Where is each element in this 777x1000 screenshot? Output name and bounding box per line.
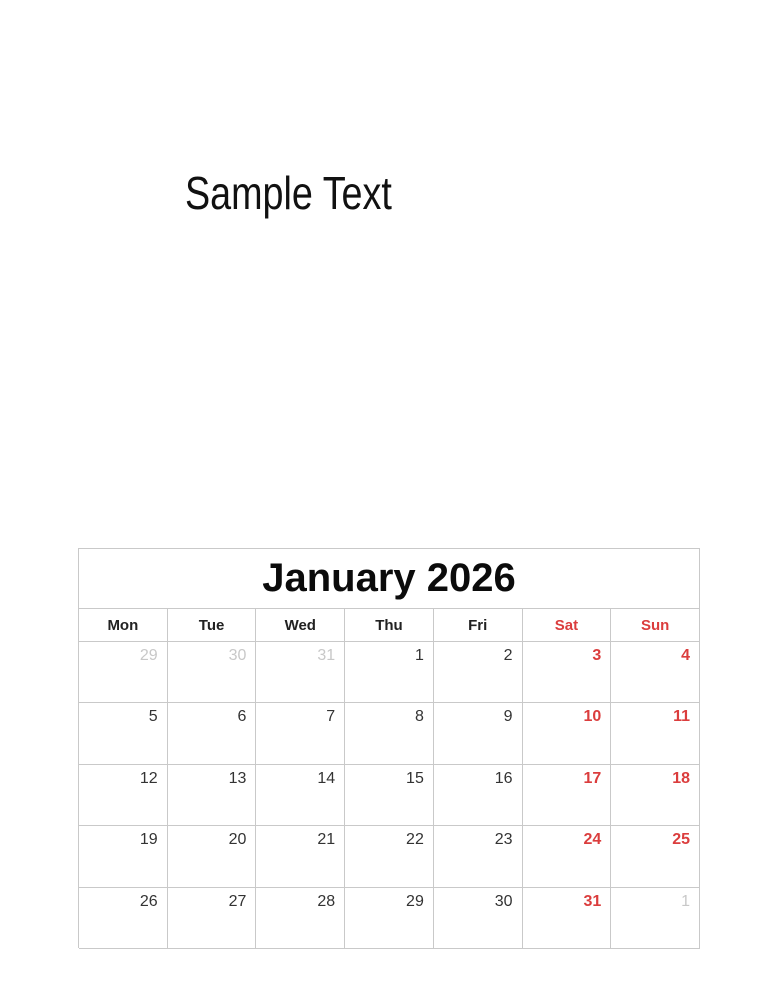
day-number: 17 <box>583 769 602 787</box>
day-number: 8 <box>414 708 424 726</box>
day-cell <box>611 703 700 764</box>
day-number: 24 <box>583 831 602 849</box>
day-number: 16 <box>494 769 513 787</box>
day-cell <box>79 826 168 887</box>
dow-header-fri: Fri <box>434 609 523 642</box>
day-cell <box>256 765 345 826</box>
day-number: 31 <box>317 647 336 664</box>
day-number: 26 <box>139 892 158 910</box>
day-cell <box>611 888 700 949</box>
day-cell <box>345 826 434 887</box>
dow-header-sun: Sun <box>611 609 700 642</box>
day-cell <box>168 642 257 703</box>
day-number: 23 <box>494 831 513 849</box>
day-number: 1 <box>681 892 690 910</box>
day-cell <box>79 642 168 703</box>
day-cell <box>256 888 345 949</box>
day-number: 28 <box>317 892 336 910</box>
day-cell <box>345 888 434 949</box>
day-cell <box>79 703 168 764</box>
day-cell <box>79 888 168 949</box>
day-cell <box>168 765 257 826</box>
dow-header-mon: Mon <box>79 609 168 642</box>
day-number: 29 <box>406 892 424 910</box>
day-number: 31 <box>583 892 602 910</box>
day-cell <box>611 765 700 826</box>
day-cell <box>434 888 523 949</box>
day-number: 7 <box>326 708 336 726</box>
day-cell <box>79 765 168 826</box>
day-cell <box>434 826 523 887</box>
calendar <box>78 548 700 948</box>
day-number: 11 <box>673 708 690 726</box>
day-number: 22 <box>406 831 424 849</box>
day-number: 19 <box>139 831 158 849</box>
calendar-title: January 2026 <box>79 549 700 609</box>
day-number: 14 <box>317 769 336 787</box>
day-number: 30 <box>494 892 513 910</box>
day-cell <box>434 703 523 764</box>
day-number: 12 <box>139 769 158 787</box>
day-cell <box>345 765 434 826</box>
day-cell <box>523 642 612 703</box>
day-number: 20 <box>228 831 247 849</box>
day-number: 3 <box>592 647 602 664</box>
day-cell <box>523 826 612 887</box>
day-number: 25 <box>672 831 690 849</box>
dow-header-tue: Tue <box>168 609 257 642</box>
day-number: 2 <box>503 647 513 664</box>
day-number: 15 <box>406 769 424 787</box>
day-number: 18 <box>672 769 690 787</box>
day-cell <box>168 888 257 949</box>
day-cell <box>434 642 523 703</box>
day-number: 29 <box>139 647 158 664</box>
day-cell <box>168 826 257 887</box>
day-number: 30 <box>228 647 247 664</box>
day-cell <box>345 703 434 764</box>
calendar-grid <box>79 609 700 949</box>
day-cell <box>523 765 612 826</box>
dow-header-thu: Thu <box>345 609 434 642</box>
day-cell <box>256 703 345 764</box>
day-cell <box>256 826 345 887</box>
dow-header-sat: Sat <box>523 609 612 642</box>
day-cell <box>611 826 700 887</box>
day-cell <box>523 703 612 764</box>
dow-header-wed: Wed <box>256 609 345 642</box>
day-number: 10 <box>583 708 602 726</box>
day-number: 4 <box>681 647 690 664</box>
day-cell <box>611 642 700 703</box>
day-number: 6 <box>237 708 247 726</box>
day-cell <box>168 703 257 764</box>
day-number: 27 <box>228 892 247 910</box>
day-number: 9 <box>503 708 513 726</box>
day-number: 5 <box>148 708 158 726</box>
day-number: 13 <box>228 769 247 787</box>
day-cell <box>434 765 523 826</box>
day-cell <box>523 888 612 949</box>
day-number: 21 <box>317 831 336 849</box>
day-number: 1 <box>414 647 424 664</box>
day-cell <box>345 642 434 703</box>
day-cell <box>256 642 345 703</box>
page-heading: Sample Text <box>185 167 392 219</box>
